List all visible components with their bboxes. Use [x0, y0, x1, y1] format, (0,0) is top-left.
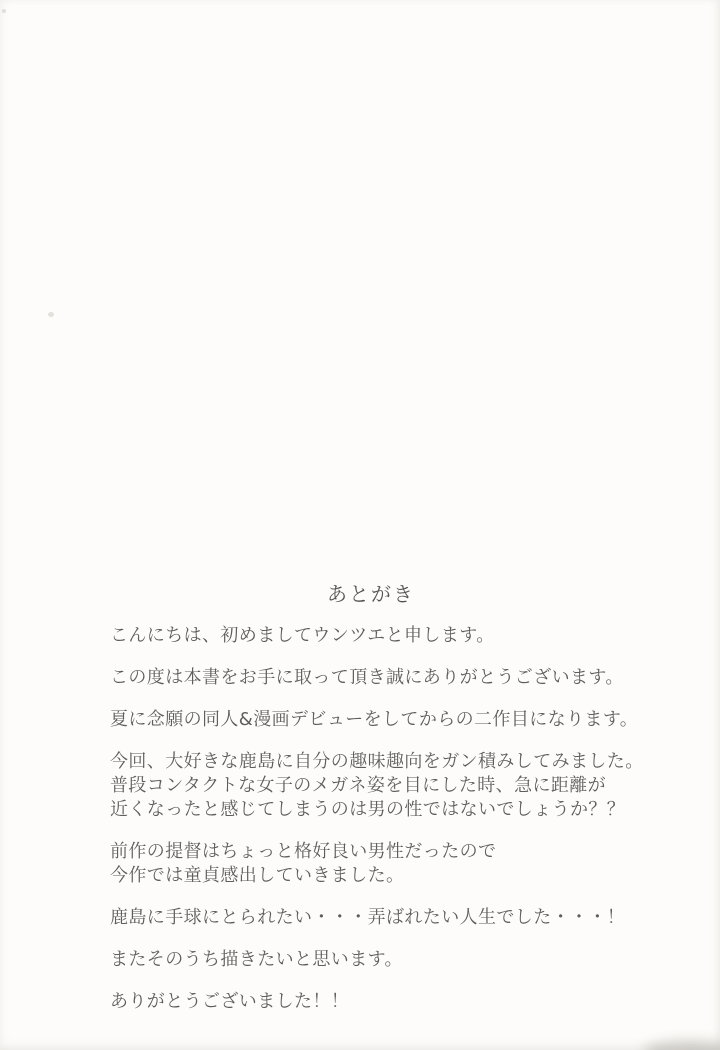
afterword-paragraph-theme: [110, 750, 644, 822]
afterword-paragraph-closing: [110, 990, 632, 1014]
text-line: またそのうち描きたいと思います。: [110, 949, 403, 970]
text-line: この度は本書をお手に取って頂き誠にありがとうございます。: [110, 667, 624, 688]
afterword-paragraph-greeting: [110, 624, 632, 648]
afterword-title: あとがき: [327, 582, 415, 606]
afterword-text-block: [110, 582, 644, 1014]
scan-speck: [48, 312, 54, 317]
afterword-paragraph-protagonist: [110, 840, 632, 888]
afterword-paragraph-wish: [110, 906, 632, 930]
afterword-paragraph-debut: [110, 708, 639, 732]
text-line: 前作の提督はちょっと格好良い男性だったので: [110, 841, 497, 862]
scan-corner-shadow: [644, 1040, 720, 1050]
afterword-paragraph-thanks: [110, 666, 632, 690]
text-line: 近くなったと感じてしまうのは男の性ではないでしょうか？？: [110, 799, 626, 820]
text-line: 今作では童貞感出していきました。: [110, 865, 405, 886]
text-line: 夏に念願の同人&漫画デビューをしてからの二作目になります。: [110, 709, 639, 730]
scan-speck: [2, 9, 6, 13]
text-line: 今回、大好きな鹿島に自分の趣味趣向をガン積みしてみました。: [110, 751, 644, 772]
text-line: こんにちは、初めましてウンツエと申します。: [110, 625, 495, 646]
text-line: ありがとうございました！！: [110, 991, 350, 1012]
text-line: 普段コンタクトな女子のメガネ姿を目にした時、急に距離が: [110, 775, 607, 796]
text-line: 鹿島に手球にとられたい・・・弄ばれたい人生でした・・・！: [110, 907, 626, 928]
afterword-paragraph-next-time: [110, 948, 632, 972]
